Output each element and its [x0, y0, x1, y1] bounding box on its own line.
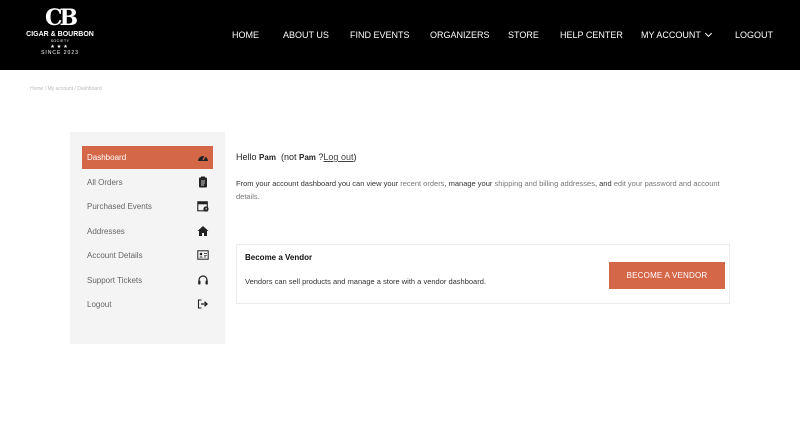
site-logo[interactable]	[26, 6, 94, 64]
logo-since: SINCE 2023	[41, 50, 79, 56]
account-sidebar	[70, 132, 225, 344]
dashboard-intro	[236, 177, 736, 203]
hello-prefix: Hello	[236, 152, 257, 162]
chevron-down-icon	[705, 30, 712, 37]
nav-help-center[interactable]: HELP CENTER	[560, 30, 623, 40]
sidebar-item-dashboard[interactable]	[82, 146, 213, 169]
not-prefix: (not	[280, 152, 297, 162]
logo-sub: SOCIETY	[50, 39, 70, 43]
become-vendor-button[interactable]: BECOME A VENDOR	[609, 262, 725, 289]
recent-orders-link[interactable]: recent orders	[400, 179, 445, 188]
intro-text: , and	[594, 179, 614, 188]
nav-my-account-label: MY ACCOUNT	[641, 30, 701, 40]
account-details-link[interactable]: edit your password and account details	[236, 179, 720, 201]
nav-store[interactable]: STORE	[508, 30, 539, 40]
sidebar-item-label: All Orders	[87, 178, 123, 187]
nav-my-account[interactable]	[641, 29, 711, 41]
sidebar-item-label: Purchased Events	[87, 202, 152, 211]
sidebar-item-label: Account Details	[87, 251, 143, 260]
headset-icon	[197, 274, 209, 286]
sidebar-item-purchased-events[interactable]	[82, 195, 213, 218]
intro-text: .	[257, 192, 260, 201]
dashboard-gauge-icon	[197, 151, 209, 163]
user-name: Pam	[259, 153, 276, 162]
nav-organizers[interactable]: ORGANIZERS	[430, 30, 490, 40]
vendor-description: Vendors can sell products and manage a store with a vendor dashboard.	[245, 277, 486, 286]
vendor-title: Become a Vendor	[245, 253, 313, 262]
vendor-card	[236, 244, 730, 304]
question-mark: ?	[318, 152, 324, 162]
sidebar-item-label: Dashboard	[87, 153, 127, 162]
clipboard-icon	[197, 176, 209, 188]
inline-logout-link[interactable]: Log out	[323, 152, 354, 162]
nav-find-events[interactable]: FIND EVENTS	[350, 30, 410, 40]
sidebar-item-label: Support Tickets	[87, 276, 143, 285]
sidebar-item-support-tickets[interactable]	[82, 269, 213, 292]
sidebar-item-label: Addresses	[87, 227, 125, 236]
site-header	[0, 0, 800, 70]
not-user-name: Pam	[298, 153, 316, 162]
sign-out-icon	[197, 298, 209, 310]
sidebar-item-addresses[interactable]	[82, 220, 213, 243]
breadcrumb: Home / My account / Dashboard	[30, 86, 102, 92]
intro-text: From your account dashboard you can view your	[236, 179, 401, 188]
home-icon	[197, 225, 209, 237]
nav-logout[interactable]: LOGOUT	[735, 30, 774, 40]
logo-stars: ★★★	[50, 44, 70, 50]
nav-about-us[interactable]: ABOUT US	[283, 30, 329, 40]
sidebar-item-account-details[interactable]	[82, 244, 213, 267]
calendar-clock-icon	[197, 200, 209, 212]
logo-name: CIGAR & BOURBON	[26, 31, 94, 38]
sidebar-item-all-orders[interactable]	[82, 171, 213, 194]
id-card-icon	[197, 249, 209, 261]
logo-mark: CB	[44, 5, 76, 31]
addresses-link[interactable]: shipping and billing addresses	[494, 179, 595, 188]
greeting	[236, 152, 356, 162]
close-paren: )	[353, 152, 357, 162]
intro-text: , manage your	[444, 179, 495, 188]
nav-home[interactable]: HOME	[232, 30, 259, 40]
sidebar-item-logout[interactable]	[82, 293, 213, 316]
sidebar-item-label: Logout	[87, 300, 112, 309]
